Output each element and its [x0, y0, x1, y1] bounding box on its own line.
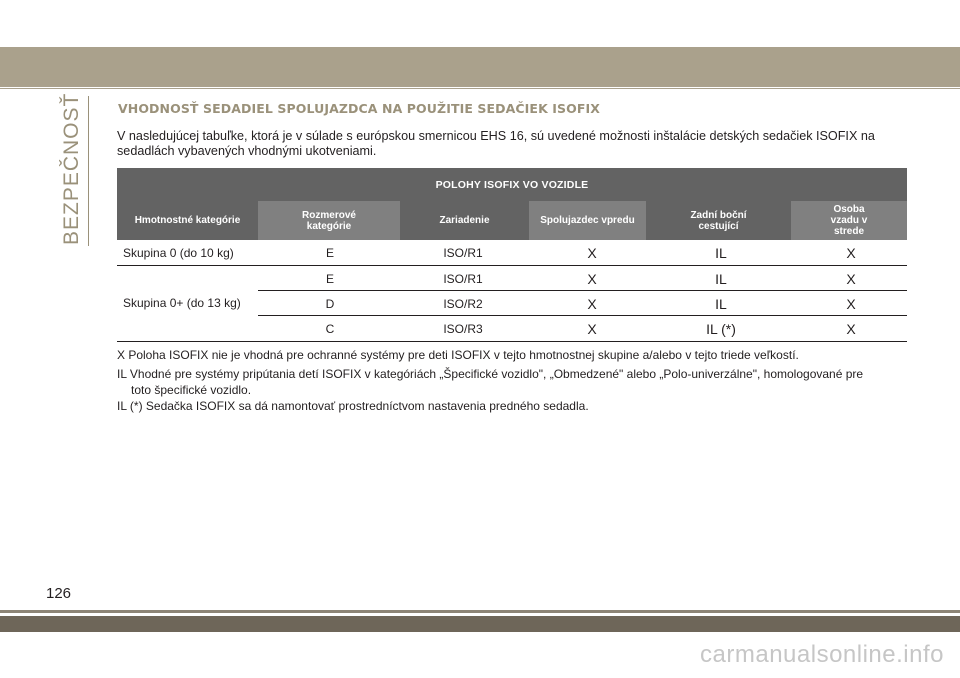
- group0-front: X: [587, 245, 597, 261]
- table-cell: E: [325, 272, 335, 286]
- table-cell: X: [846, 271, 856, 287]
- row-divider: [258, 315, 907, 316]
- section-side-rule: [88, 96, 89, 246]
- group0plus-name: Skupina 0+ (do 13 kg): [123, 296, 241, 310]
- row-divider: [258, 290, 907, 291]
- header-rear-center-passenger: Osoba vzadu v strede: [830, 204, 868, 237]
- group0-name: Skupina 0 (do 10 kg): [123, 246, 234, 260]
- header-size-categories: Rozmerové kategórie: [302, 209, 356, 232]
- table-title: POLOHY ISOFIX VO VOZIDLE: [117, 168, 907, 201]
- page-number: 126: [46, 585, 72, 602]
- note-x: X Poloha ISOFIX nie je vhodná pre ochranné systémy pre deti ISOFIX v tejto hmotnostnej skupine a/alebo v tejto triede veľkostí.: [117, 348, 799, 362]
- group0-size: E: [325, 246, 335, 260]
- table-cell: D: [325, 297, 335, 311]
- group0-device: ISO/R1: [443, 246, 483, 260]
- note-il-star: IL (*) Sedačka ISOFIX sa dá namontovať prostredníctvom nastavenia predného sedadla.: [117, 399, 589, 413]
- note-il: [117, 366, 917, 398]
- header-device: Zariadenie: [400, 201, 529, 240]
- watermark: carmanualsonline.info: [700, 641, 944, 668]
- header-rule: [0, 88, 960, 89]
- table-cell: X: [846, 321, 856, 337]
- header-rear-side-passenger: Zadní boční cestující: [646, 201, 791, 240]
- note-il-line2: toto špecifické vozidlo.: [131, 383, 252, 397]
- table-bottom-rule: [117, 341, 907, 342]
- section-side-label: BEZPEČNOSŤ: [60, 92, 83, 245]
- group0-rear-side: IL: [715, 245, 727, 261]
- table-cell: X: [587, 271, 597, 287]
- group0-rear-center: X: [846, 245, 856, 261]
- table-cell: ISO/R3: [443, 322, 483, 336]
- footer-rule: [0, 610, 960, 613]
- row-divider: [117, 265, 907, 266]
- table-cell: IL: [715, 296, 727, 312]
- table-cell: X: [846, 296, 856, 312]
- note-il-line1: IL Vhodné pre systémy pripútania detí ISOFIX v kategóriách „Špecifické vozidlo", „Obmedzené" alebo „Polo-univerzálne", homologované pre: [117, 367, 864, 381]
- table-cell: IL (*): [706, 321, 736, 337]
- header-front-passenger: Spolujazdec vpredu: [540, 215, 635, 226]
- intro-paragraph: V nasledujúcej tabuľke, ktorá je v súlade s európskou smernicou EHS 16, sú uvedené možnosti inštalácie detských sedačiek ISOFIX na sedadlách vybavených vhodnými ukotveniami.: [117, 128, 875, 158]
- table-cell: X: [587, 296, 597, 312]
- table-cell: ISO/R1: [443, 272, 483, 286]
- table-cell: X: [587, 321, 597, 337]
- page-title: VHODNOSŤ SEDADIEL SPOLUJAZDCA NA POUŽITIE SEDAČIEK ISOFIX: [118, 101, 601, 116]
- table-cell: IL: [715, 271, 727, 287]
- header-weight-categories: Hmotnostné kategórie: [117, 201, 258, 240]
- footer-band: [0, 616, 960, 632]
- table-cell: C: [325, 322, 335, 336]
- table-header-row: [117, 201, 907, 240]
- header-band: [0, 47, 960, 87]
- table-cell: ISO/R2: [443, 297, 483, 311]
